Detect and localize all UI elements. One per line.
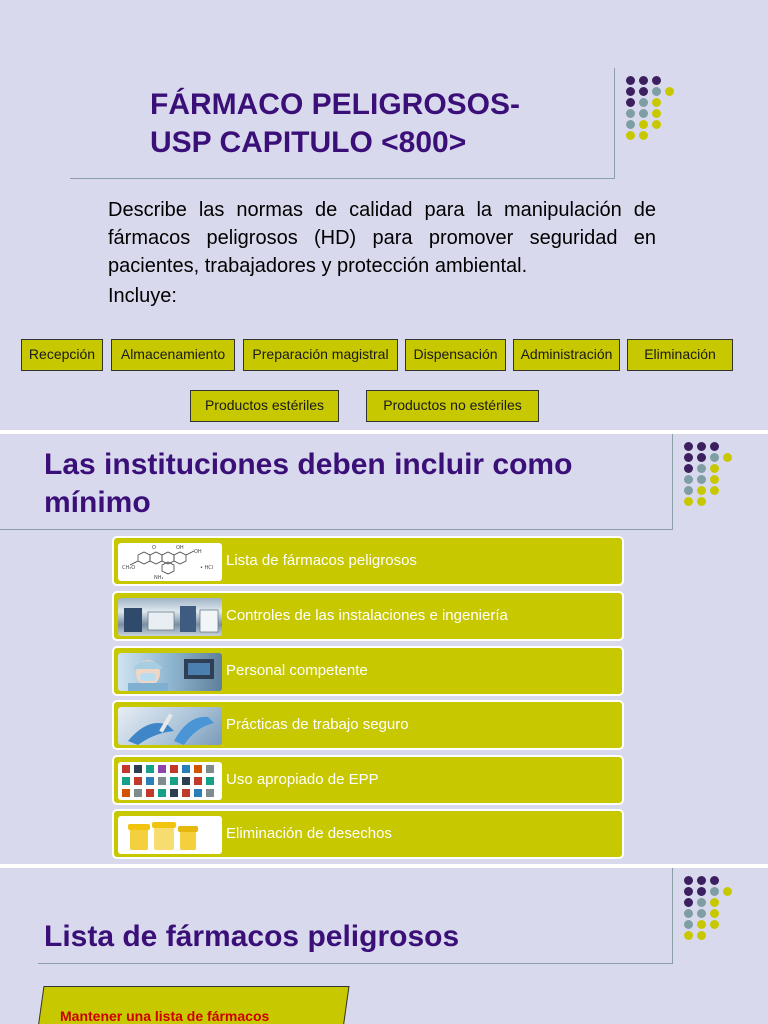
tag-productos-no-esteriles: Productos no estériles: [366, 390, 539, 422]
decorative-dot: [684, 442, 693, 451]
tag-dispensacion: Dispensación: [405, 339, 506, 371]
decorative-dot: [684, 920, 693, 929]
decorative-dot: [626, 76, 635, 85]
list-item: [112, 809, 624, 859]
callout-text: Mantener una lista de fármacos: [60, 1008, 270, 1024]
decorative-dot: [697, 920, 706, 929]
decorative-dot: [639, 98, 648, 107]
tag-administracion: Administración: [513, 339, 620, 371]
list-item: [112, 646, 624, 696]
list-item: [112, 591, 624, 641]
item-label: Prácticas de trabajo seguro: [226, 716, 409, 733]
decorative-dot: [697, 442, 706, 451]
slide-instituciones: [0, 434, 768, 864]
decorative-dot: [710, 464, 719, 473]
decorative-dot: [652, 109, 661, 118]
decorative-dot: [697, 475, 706, 484]
decorative-dot: [723, 887, 732, 896]
decorative-dot: [626, 109, 635, 118]
decorative-dot: [723, 453, 732, 462]
svg-text:O: O: [152, 545, 156, 551]
decorative-dot: [697, 898, 706, 907]
slide-usp-800: [0, 0, 768, 430]
divider-vertical: [672, 868, 673, 964]
decorative-dot: [652, 76, 661, 85]
decorative-dot: [697, 887, 706, 896]
decorative-dot: [710, 887, 719, 896]
decorative-dot: [684, 464, 693, 473]
decorative-dot: [710, 475, 719, 484]
waste-containers-photo: [118, 816, 222, 854]
decorative-dot: [665, 87, 674, 96]
decorative-dot: [710, 486, 719, 495]
decorative-dot: [639, 120, 648, 129]
staff-photo: [118, 653, 222, 691]
decorative-dot: [710, 442, 719, 451]
decorative-dot: [652, 120, 661, 129]
divider-vertical: [672, 434, 673, 530]
decorative-dot: [697, 497, 706, 506]
divider-vertical: [614, 68, 615, 178]
tag-eliminacion: Eliminación: [627, 339, 733, 371]
decorative-dot: [710, 920, 719, 929]
divider-horizontal: [38, 963, 673, 964]
decorative-dot: [639, 87, 648, 96]
decorative-dot: [684, 931, 693, 940]
slide-title: Las instituciones deben incluir como mínimo: [44, 448, 573, 519]
svg-text:OH: OH: [194, 549, 202, 555]
tag-preparacion-magistral: Preparación magistral: [243, 339, 398, 371]
item-label: Personal competente: [226, 662, 368, 679]
decorative-dot: [626, 87, 635, 96]
decorative-dot: [697, 486, 706, 495]
divider-horizontal: [70, 178, 615, 179]
slide-lista-farmacos: [0, 868, 768, 1024]
decorative-dot: [652, 87, 661, 96]
decorative-dot: [626, 131, 635, 140]
decorative-dot: [684, 497, 693, 506]
svg-text:OH: OH: [176, 545, 184, 551]
slide-title: FÁRMACO PELIGROSOS- USP CAPITULO <800>: [150, 88, 521, 159]
decorative-dot: [639, 76, 648, 85]
svg-text:CH₃O: CH₃O: [122, 565, 136, 571]
description-text: Describe las normas de calidad para la manipulación de fármacos peligrosos (HD) para promover seguridad en pacientes, trabajadores y protección ambiental.: [108, 199, 656, 277]
item-label: Lista de fármacos peligrosos: [226, 552, 417, 569]
svg-text:• HCl: • HCl: [200, 565, 214, 571]
tag-almacenamiento: Almacenamiento: [111, 339, 235, 371]
gloved-hands-photo: [118, 707, 222, 745]
list-item: [112, 755, 624, 805]
decorative-dot: [710, 876, 719, 885]
item-label: Eliminación de desechos: [226, 825, 392, 842]
decorative-dot: [710, 909, 719, 918]
decorative-dot: [684, 909, 693, 918]
decorative-dot: [639, 109, 648, 118]
decorative-dot: [697, 876, 706, 885]
decorative-dot: [697, 453, 706, 462]
ppe-grid-icon: [118, 762, 222, 800]
decorative-dot: [710, 898, 719, 907]
decorative-dot: [684, 887, 693, 896]
cleanroom-photo: [118, 598, 222, 636]
svg-text:NH₂: NH₂: [154, 575, 164, 581]
decorative-dot: [639, 131, 648, 140]
decorative-dot: [684, 876, 693, 885]
decorative-dot: [652, 98, 661, 107]
decorative-dot: [697, 464, 706, 473]
decorative-dot: [710, 453, 719, 462]
decorative-dot: [684, 898, 693, 907]
chemical-structure-icon: [118, 543, 222, 581]
list-item: [112, 700, 624, 750]
decorative-dot: [697, 931, 706, 940]
slide-title: Lista de fármacos peligrosos: [44, 920, 460, 953]
decorative-dot: [626, 120, 635, 129]
item-label: Controles de las instalaciones e ingeniería: [226, 607, 508, 624]
item-label: Uso apropiado de EPP: [226, 771, 379, 788]
list-item: [112, 536, 624, 586]
divider-horizontal: [0, 529, 673, 530]
includes-label: Incluye:: [108, 285, 177, 307]
decorative-dot: [684, 475, 693, 484]
tag-recepcion: Recepción: [21, 339, 103, 371]
decorative-dot: [626, 98, 635, 107]
tag-productos-esteriles: Productos estériles: [190, 390, 339, 422]
decorative-dot: [684, 486, 693, 495]
decorative-dot: [697, 909, 706, 918]
decorative-dot: [684, 453, 693, 462]
